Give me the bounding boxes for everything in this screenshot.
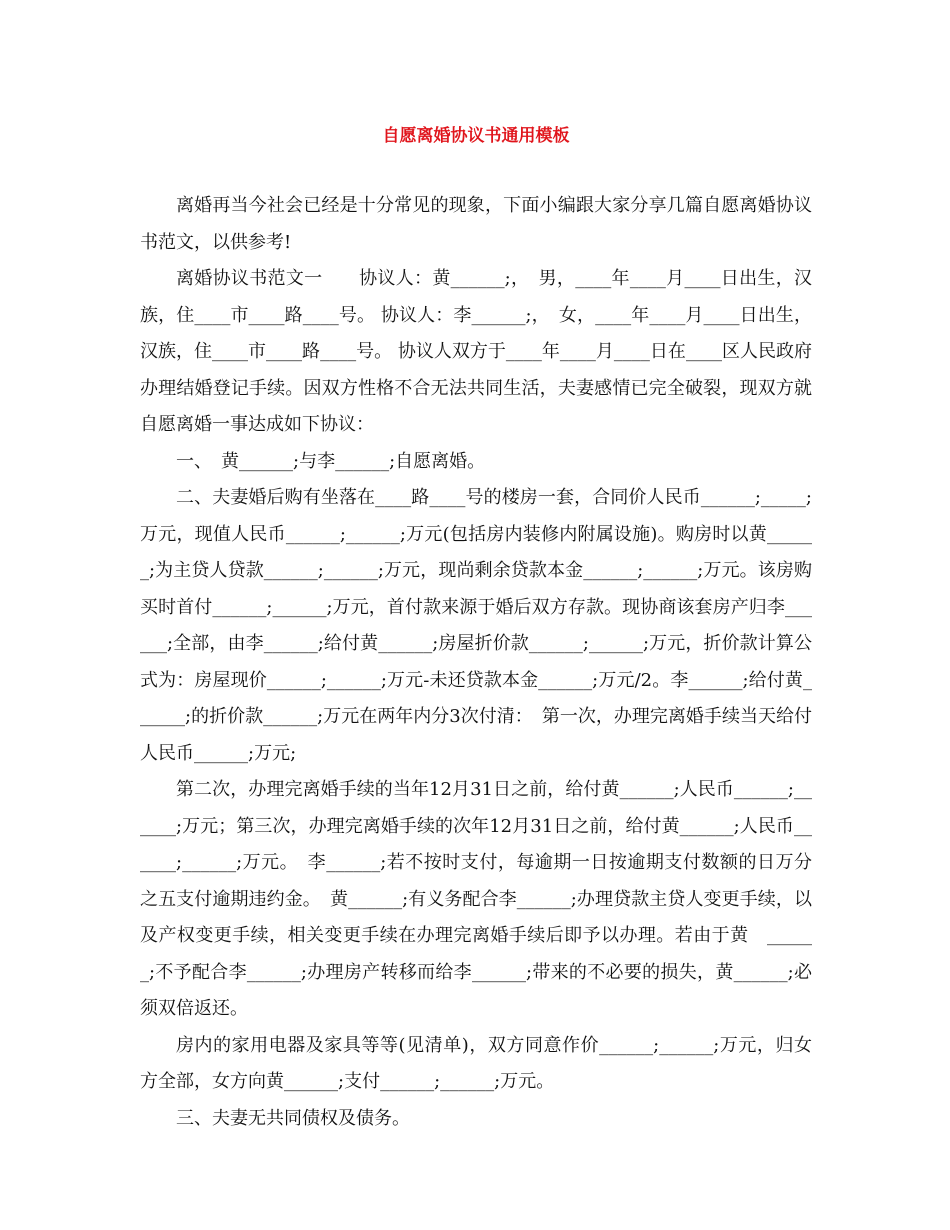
paragraph-clause-1: 一、 黄______;与李______;自愿离婚。 [176,450,486,472]
paragraph-clause-3: 三、夫妻无共同债权及债务。 [176,1107,410,1129]
document-page [140,0,812,1230]
paragraph-payments: 第二次，办理完离婚手续的当年12月31日之前，给付黄______;人民币______;______;万元；第三次，办理完离婚手续的次年12月31日之前，给付黄______;人民币______;______;万元。 李______;若不按时支付，每逾期一日按逾期支付数额的日万分之五支付逾期违约金。 黄______;有义务配合李______;办理贷款主贷人变更手续，以及产权变更手续，相关变更手续在办理完离婚手续后即予以办理。若由于黄 ______;不予配合李______;办理房产转移而给李______;带来的不必要的损失，黄______;必须双倍返还。 [140,779,812,1019]
paragraph-furniture: 房内的家用电器及家具等等(见清单)，双方同意作价______;______;万元，归女方全部，女方向黄______;支付______;______;万元。 [140,1034,812,1092]
paragraph-intro: 离婚再当今社会已经是十分常见的现象，下面小编跟大家分享几篇自愿离婚协议书范文，以供参考! [140,195,812,253]
document-title: 自愿离婚协议书通用模板 [382,126,570,146]
paragraph-clause-2: 二、夫妻婚后购有坐落在____路____号的楼房一套，合同价人民币______;_____;万元，现值人民币______;______;万元(包括房内装修内附属设施)。购房时以黄______;为主贷人贷款______;______;万元，现尚剩余贷款本金______;______;万元。该房购买时首付______;______;万元，首付款来源于婚后双方存款。现协商该套房产归李______;全部，由李______;给付黄______;房屋折价款______;______;万元，折价款计算公式为：房屋现价______;______;万元-未还贷款本金______;万元/2。李______;给付黄______;的折价款______;万元在两年内分3次付清： 第一次，办理完离婚手续当天给付人民币______;万元; [140,487,812,764]
paragraph-parties: 离婚协议书范文一 协议人：黄______;， 男，____年____月____日出生，汉族，住____市____路____号。 协议人：李______;， 女，____年____月____日出生，汉族，住____市____路____号。 协议人双方于____年____月____日在____区人民政府办理结婚登记手续。因双方性格不合无法共同生活，夫妻感情已完全破裂，现双方就自愿离婚一事达成如下协议： [140,268,812,435]
document-body [140,188,812,1137]
